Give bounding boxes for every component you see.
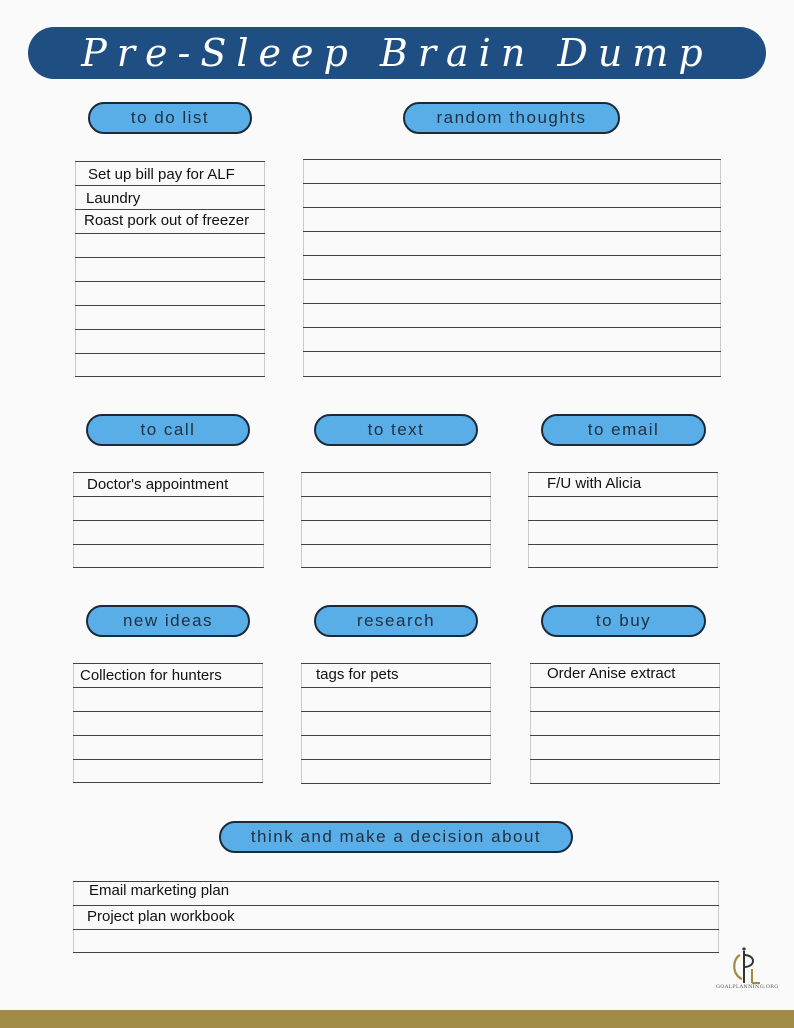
footer-bar <box>0 1010 794 1028</box>
title-banner <box>28 27 766 79</box>
list-item: F/U with Alicia <box>547 475 642 492</box>
new-ideas-header: new ideas <box>86 605 250 637</box>
brand-text: GOALPLANNING.ORG <box>716 984 779 990</box>
to-buy-header: to buy <box>541 605 706 637</box>
to-call-header: to call <box>86 414 250 446</box>
list-item: Roast pork out of freezer <box>84 212 250 229</box>
random-thoughts-lines <box>303 159 721 377</box>
list-item: Collection for hunters <box>80 667 222 684</box>
to-email-header: to email <box>541 414 706 446</box>
list-item: Set up bill pay for ALF <box>88 166 235 183</box>
random-thoughts-header: random thoughts <box>403 102 620 134</box>
list-item: Order Anise extract <box>547 665 676 682</box>
list-item: tags for pets <box>316 666 399 683</box>
list-item: Project plan workbook <box>87 908 235 925</box>
todo-header: to do list <box>88 102 252 134</box>
list-item: Laundry <box>86 190 141 207</box>
list-item: Email marketing plan <box>89 882 230 899</box>
to-text-lines <box>301 472 491 568</box>
research-header: research <box>314 605 478 637</box>
page-title: Pre-Sleep Brain Dump <box>81 31 713 75</box>
to-text-header: to text <box>314 414 478 446</box>
list-item: Doctor's appointment <box>87 476 229 493</box>
decide-header: think and make a decision about <box>219 821 573 853</box>
